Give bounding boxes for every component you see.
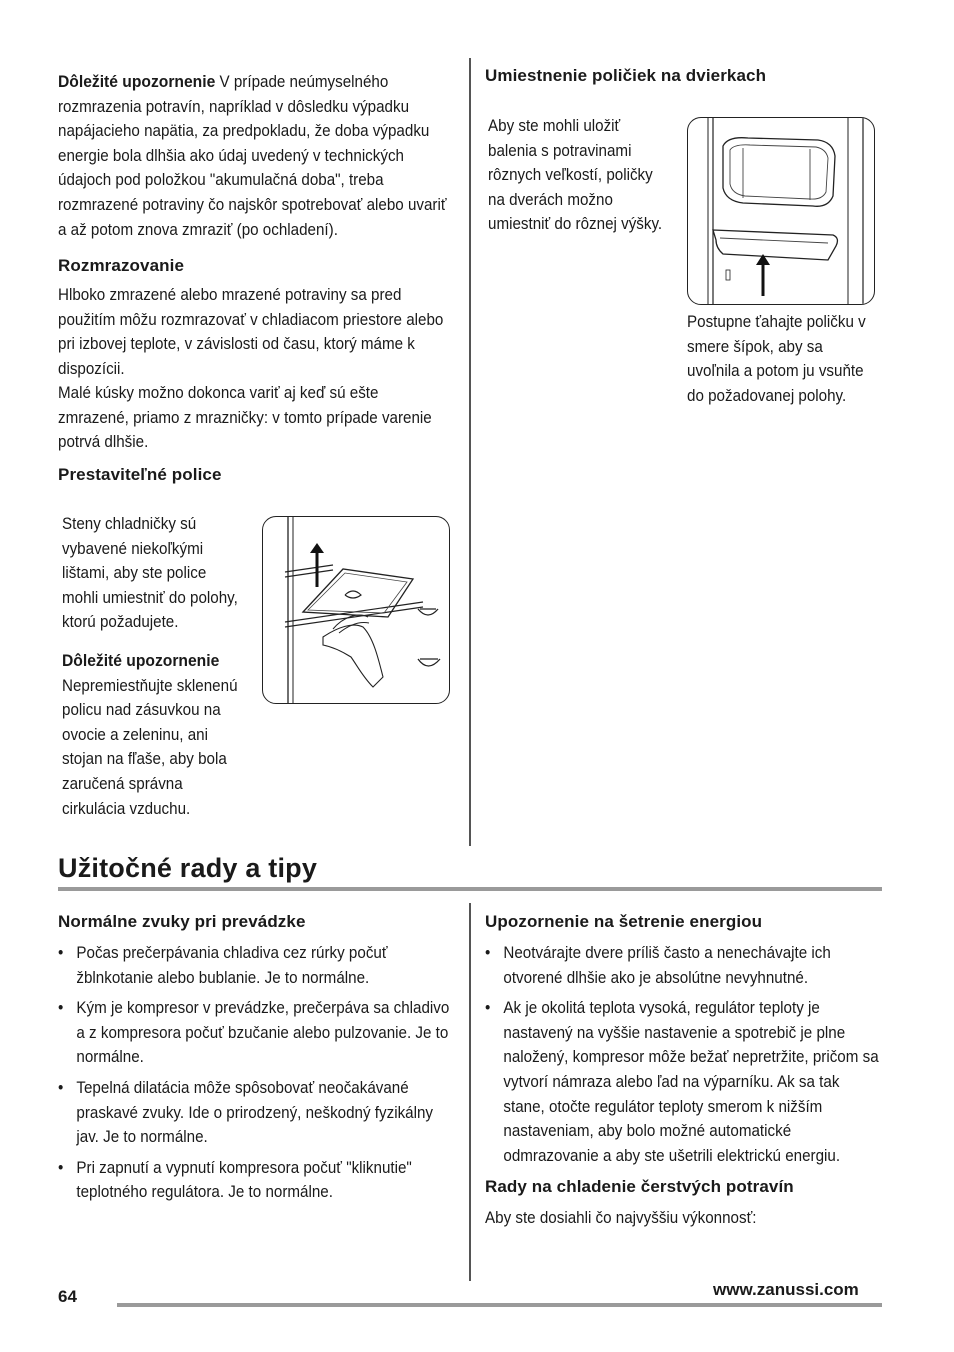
list-item: • Neotvárajte dvere príliš často a nenechávajte ich otvorené dlhšie ako je absolútne nevyhnutné. bbox=[485, 941, 882, 990]
fresh-food-heading: Rady na chladenie čerstvých potravín bbox=[485, 1177, 794, 1196]
defrost-heading: Rozmrazovanie bbox=[58, 256, 185, 275]
website-link[interactable]: www.zanussi.com bbox=[713, 1280, 859, 1299]
normal-noise-list bbox=[58, 941, 455, 1211]
door-shelves-heading: Umiestnenie poličiek na dvierkach bbox=[485, 66, 767, 85]
door-shelves-caption: Postupne ťahajte poličku v smere šípok, aby sa uvoľnila a potom ju vsuňte do požadovanej polohy. bbox=[687, 313, 866, 405]
column-divider-bottom bbox=[469, 903, 471, 1281]
shelves-warning-label: Dôležité upozornenie bbox=[62, 651, 220, 670]
footer-rule bbox=[117, 1303, 882, 1307]
energy-heading: Upozornenie na šetrenie energiou bbox=[485, 912, 763, 931]
section-title-rule bbox=[58, 887, 882, 891]
door-shelf-illustration bbox=[687, 117, 875, 305]
warning-label: Dôležité upozornenie bbox=[58, 72, 216, 91]
warning-paragraph bbox=[58, 70, 454, 242]
column-divider-top bbox=[469, 58, 471, 846]
list-item: • Tepelná dilatácia môže spôsobovať neočakávané praskavé zvuky. Ide o prirodzený, neškodný fyzikálny jav. Je to normálne. bbox=[58, 1076, 455, 1150]
list-item: • Počas prečerpávania chladiva cez rúrky počuť žblnkotanie alebo bublanie. Je to normálne. bbox=[58, 941, 455, 990]
shelves-heading: Prestaviteľné police bbox=[58, 465, 222, 484]
page-number: 64 bbox=[58, 1287, 77, 1306]
door-illustration-svg bbox=[688, 118, 874, 304]
shelves-paragraph: Steny chladničky sú vybavené niekoľkými lištami, aby ste police mohli umiestniť do polohy, ktorú požadujete. bbox=[62, 515, 238, 632]
normal-noise-heading: Normálne zvuky pri prevádzke bbox=[58, 912, 306, 931]
section-title: Užitočné rady a tipy bbox=[58, 853, 318, 883]
shelves-warning-paragraph bbox=[62, 649, 248, 821]
defrost-paragraph-2: Malé kúsky možno dokonca variť aj keď sú ešte zmrazené, priamo z mrazničky: v tomto prípade varenie potrvá dlhšie. bbox=[58, 384, 432, 452]
list-item: • Ak je okolitá teplota vysoká, regulátor teploty je nastavený na vyššie nastavenie a spotrebič je plne naložený, kompresor môže bežať nepretržite, pričom sa vytvorí námraza alebo ľad na výparníku. Ak sa tak stane, otočte regulátor teploty smerom k nižším nastaveniam, aby bolo možné automatické odmrazovanie a aby ste ušetrili elektrickú energiu. bbox=[485, 996, 882, 1168]
warning-text: V prípade neúmyselného rozmrazenia potravín, napríklad v dôsledku výpadku napájacieho napätia, za predpokladu, že doba výpadku energie bola dlhšia ako údaj uvedený v technických údajoch pod položkou "akumulačná doba", treba rozmrazené potraviny čo najskôr spotrebovať alebo uvariť a až potom znova zmraziť (po ochladení). bbox=[58, 73, 447, 239]
energy-list bbox=[485, 941, 882, 1174]
list-item: • Pri zapnutí a vypnutí kompresora počuť "kliknutie" teplotného regulátora. Je to normálne. bbox=[58, 1156, 455, 1205]
door-shelves-paragraph: Aby ste mohli uložiť balenia s potravinami rôznych veľkostí, poličky na dverách možno umiestniť do rôznej výšky. bbox=[488, 117, 663, 234]
shelves-warning-text: Nepremiestňujte sklenenú policu nad zásuvkou na ovocie a zeleninu, ani stojan na fľaše, aby bola zaručená správna cirkulácia vzduchu. bbox=[62, 676, 238, 818]
list-item: • Kým je kompresor v prevádzke, prečerpáva sa chladivo a z kompresora počuť bzučanie alebo pulzovanie. Je to normálne. bbox=[58, 996, 455, 1070]
defrost-paragraph-1: Hlboko zmrazené alebo mrazené potraviny sa pred použitím môžu rozmrazovať v chladiacom priestore alebo pri izbovej teplote, v závislosti od času, ktorý máme k dispozícii. bbox=[58, 286, 444, 378]
shelf-illustration-svg bbox=[263, 517, 449, 703]
fresh-food-paragraph: Aby ste dosiahli čo najvyššiu výkonnosť: bbox=[485, 1209, 757, 1227]
shelf-adjust-illustration bbox=[262, 516, 450, 704]
